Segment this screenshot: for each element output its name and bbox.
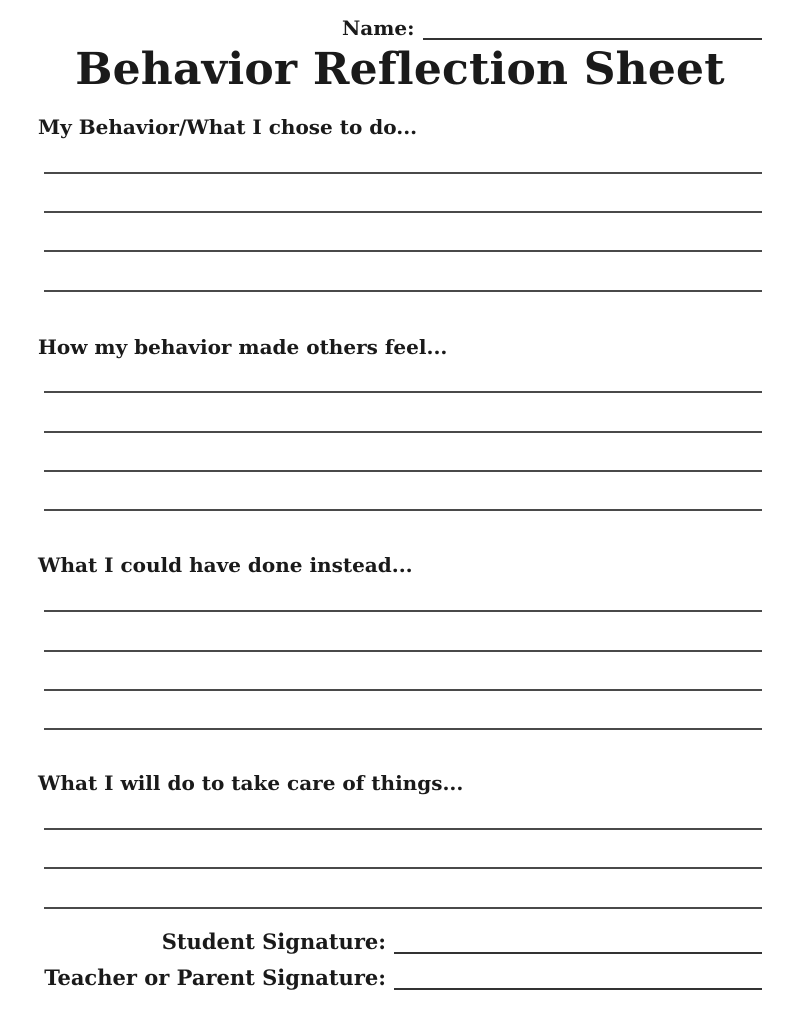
page-title: Behavior Reflection Sheet bbox=[75, 44, 725, 95]
writing-line[interactable] bbox=[44, 172, 762, 174]
section-prompt-take-care: What I will do to take care of things... bbox=[38, 771, 464, 795]
writing-line[interactable] bbox=[44, 211, 762, 213]
student-signature-field[interactable] bbox=[162, 926, 762, 954]
writing-line[interactable] bbox=[44, 689, 762, 691]
writing-line[interactable] bbox=[44, 728, 762, 730]
writing-line[interactable] bbox=[44, 867, 762, 869]
writing-line[interactable] bbox=[44, 610, 762, 612]
writing-line[interactable] bbox=[44, 250, 762, 252]
name-field[interactable] bbox=[342, 10, 762, 40]
writing-line[interactable] bbox=[44, 650, 762, 652]
teacher-signature-label: Teacher or Parent Signature: bbox=[44, 965, 386, 990]
writing-line[interactable] bbox=[44, 828, 762, 830]
writing-line[interactable] bbox=[44, 431, 762, 433]
section-prompt-behavior: My Behavior/What I chose to do... bbox=[38, 115, 418, 139]
name-label: Name: bbox=[342, 16, 415, 40]
teacher-signature-line[interactable] bbox=[394, 966, 762, 990]
student-signature-label: Student Signature: bbox=[161, 929, 386, 954]
section-prompt-others-feel: How my behavior made others feel... bbox=[38, 335, 448, 359]
section-prompt-done-instead: What I could have done instead... bbox=[38, 553, 413, 577]
writing-line[interactable] bbox=[44, 290, 762, 292]
student-signature-line[interactable] bbox=[394, 930, 762, 954]
writing-line[interactable] bbox=[44, 907, 762, 909]
writing-line[interactable] bbox=[44, 470, 762, 472]
name-blank-line[interactable] bbox=[423, 16, 762, 40]
writing-line[interactable] bbox=[44, 509, 762, 511]
teacher-signature-field[interactable] bbox=[44, 962, 762, 990]
writing-line[interactable] bbox=[44, 391, 762, 393]
